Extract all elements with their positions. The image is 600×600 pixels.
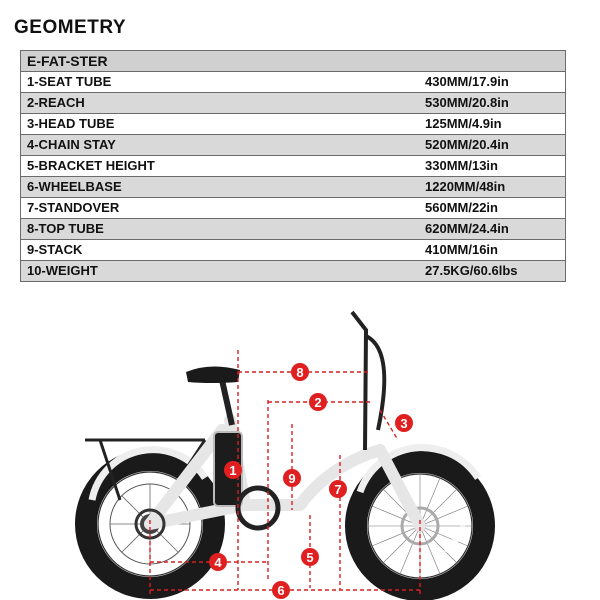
marker-5-label: 5 — [306, 550, 314, 565]
table-row — [21, 72, 566, 93]
table-header-cell: E-FAT-STER — [21, 51, 566, 72]
handlebar — [352, 312, 384, 450]
row-label: 3-HEAD TUBE — [21, 114, 420, 135]
row-value: 620MM/24.4in — [419, 219, 566, 240]
marker-1 — [224, 461, 242, 479]
marker-6 — [272, 581, 290, 599]
table-header-row — [21, 51, 566, 72]
row-label: 2-REACH — [21, 93, 420, 114]
row-value: 27.5KG/60.6lbs — [419, 261, 566, 282]
row-label: 7-STANDOVER — [21, 198, 420, 219]
table-row — [21, 114, 566, 135]
saddle — [186, 366, 240, 383]
row-value: 520MM/20.4in — [419, 135, 566, 156]
row-value: 1220MM/48in — [419, 177, 566, 198]
tire-brand-text: KENDA — [443, 520, 471, 557]
marker-4 — [209, 553, 227, 571]
marker-2-label: 2 — [314, 395, 322, 410]
row-value: 125MM/4.9in — [419, 114, 566, 135]
marker-7-label: 7 — [334, 482, 342, 497]
marker-7 — [329, 480, 347, 498]
marker-9 — [283, 469, 301, 487]
marker-1-label: 1 — [229, 463, 237, 478]
row-label: 1-SEAT TUBE — [21, 72, 420, 93]
row-value: 530MM/20.8in — [419, 93, 566, 114]
table-row — [21, 198, 566, 219]
row-value: 410MM/16in — [419, 240, 566, 261]
table-row — [21, 177, 566, 198]
bike-geometry-diagram — [0, 290, 600, 600]
marker-3-label: 3 — [400, 416, 408, 431]
table-row — [21, 135, 566, 156]
table-row — [21, 261, 566, 282]
marker-9-label: 9 — [288, 471, 296, 486]
row-label: 10-WEIGHT — [21, 261, 420, 282]
row-label: 5-BRACKET HEIGHT — [21, 156, 420, 177]
marker-4-label: 4 — [214, 555, 222, 570]
row-label: 6-WHEELBASE — [21, 177, 420, 198]
row-label: 9-STACK — [21, 240, 420, 261]
page-title: GEOMETRY — [14, 17, 127, 38]
marker-3 — [395, 414, 413, 432]
row-value: 430MM/17.9in — [419, 72, 566, 93]
row-value: 330MM/13in — [419, 156, 566, 177]
table-row — [21, 93, 566, 114]
row-value: 560MM/22in — [419, 198, 566, 219]
table-row — [21, 219, 566, 240]
marker-5 — [301, 548, 319, 566]
geometry-table — [20, 50, 566, 282]
marker-8 — [291, 363, 309, 381]
row-label: 4-CHAIN STAY — [21, 135, 420, 156]
table-row — [21, 240, 566, 261]
marker-2 — [309, 393, 327, 411]
marker-8-label: 8 — [296, 365, 304, 380]
marker-6-label: 6 — [277, 583, 285, 598]
row-label: 8-TOP TUBE — [21, 219, 420, 240]
table-row — [21, 156, 566, 177]
